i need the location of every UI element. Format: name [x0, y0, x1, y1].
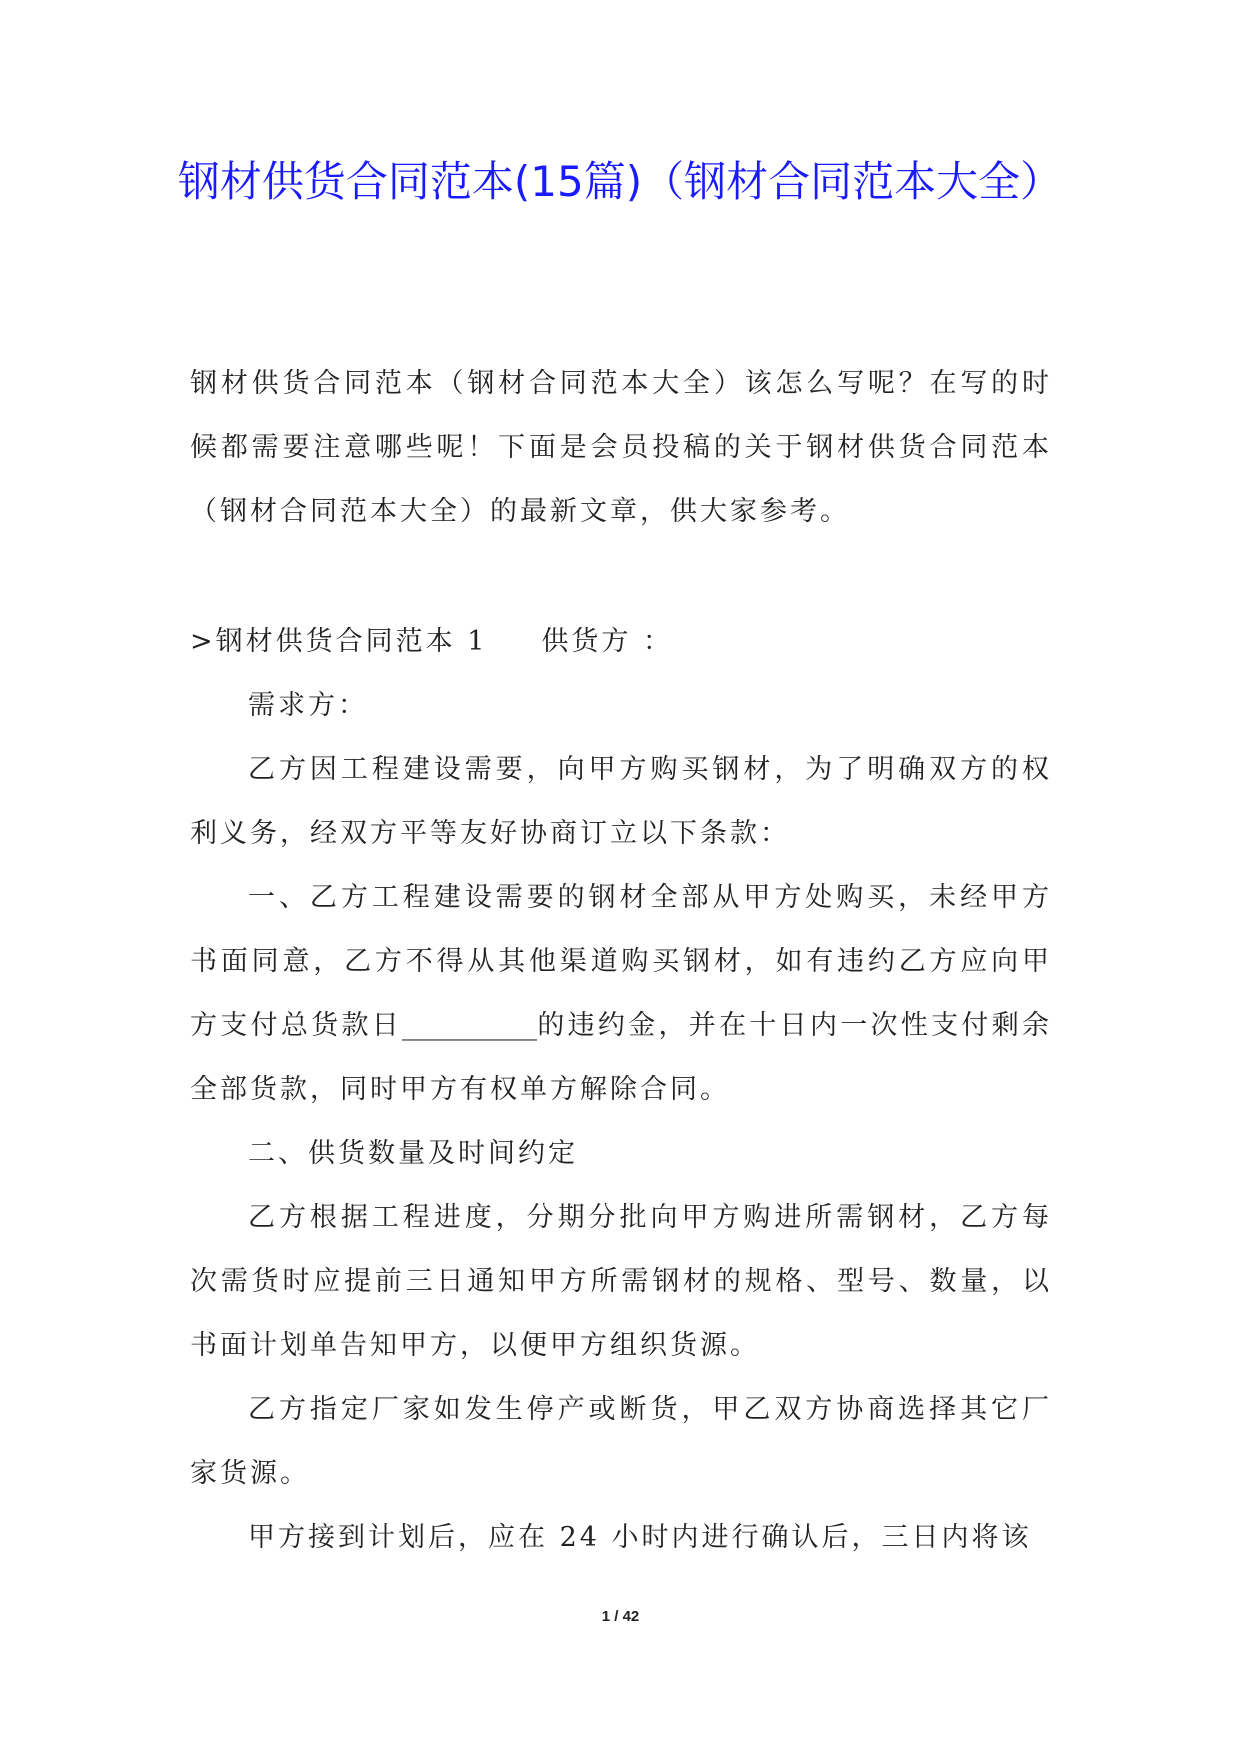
clause-one-text-before: 一、乙方工程建设需要的钢材全部从甲方处购买，未经甲方书面同意，乙方不得从其他渠道购买钢材，如有违约乙方应向甲方支付总货款日 — [190, 882, 1052, 1041]
paragraph-gap — [190, 544, 1052, 610]
paragraph-purpose: 乙方因工程建设需要，向甲方购买钢材，为了明确双方的权利义务，经双方平等友好协商订立以下条款： — [190, 754, 1052, 849]
supplier-label: 供货方 ： — [541, 626, 673, 657]
clause-two-heading: 二、供货数量及时间约定 — [248, 1138, 578, 1169]
paragraph-confirmation: 甲方接到计划后，应在 24 小时内进行确认后，三日内将该 — [248, 1522, 1032, 1553]
paragraph-ordering: 乙方根据工程进度，分期分批向甲方购进所需钢材，乙方每次需货时应提前三日通知甲方所需钢材的规格、型号、数量，以书面计划单告知甲方，以便甲方组织货源。 — [190, 1202, 1052, 1361]
section-heading-line — [190, 610, 1052, 674]
demander-label: 需求方： — [248, 690, 368, 721]
document-title: 钢材供货合同范本(15篇)（钢材合同范本大全） — [177, 157, 1063, 206]
paragraph-alternate-supplier: 乙方指定厂家如发生停产或断货，甲乙双方协商选择其它厂家货源。 — [190, 1394, 1052, 1489]
clause-one-text-after: 的违约金，并在十日内一次性支付剩余全部货款，同时甲方有权单方解除合同。 — [190, 1010, 1053, 1105]
fill-in-blank: __________ — [402, 1010, 538, 1041]
document-body — [190, 352, 1052, 1570]
page-number: 1 / 42 — [601, 1608, 640, 1625]
paragraph-clause-one — [190, 866, 1052, 1122]
intro-paragraph: 钢材供货合同范本（钢材合同范本大全）该怎么写呢？在写的时候都需要注意哪些呢！下面是会员投稿的关于钢材供货合同范本（钢材合同范本大全）的最新文章，供大家参考。 — [190, 368, 1052, 527]
section-heading: >钢材供货合同范本 1 — [190, 626, 488, 657]
